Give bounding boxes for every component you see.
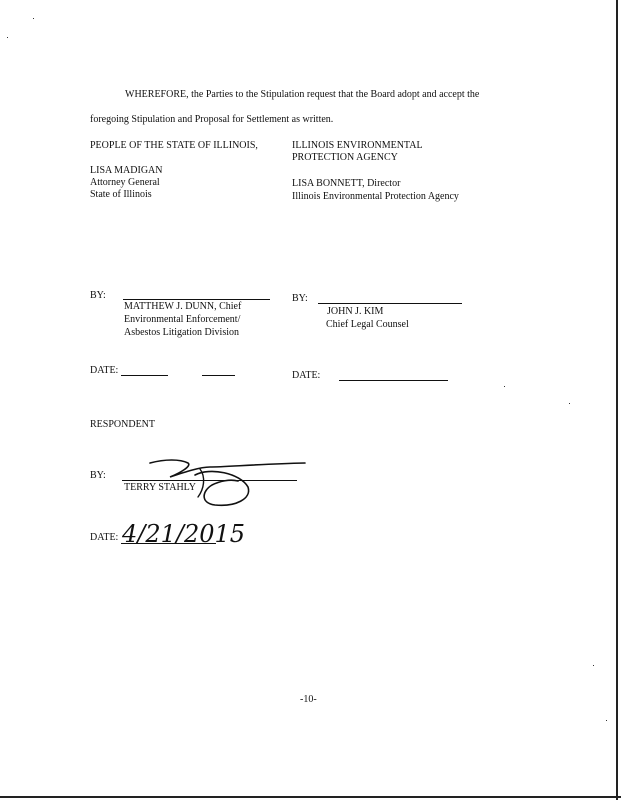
left-party-name: PEOPLE OF THE STATE OF ILLINOIS, xyxy=(90,140,258,151)
right-date-label: DATE: xyxy=(292,370,321,381)
scan-speck xyxy=(7,37,8,38)
left-signer-line-2: Environmental Enforcement/ xyxy=(124,314,241,325)
page-number: -10- xyxy=(300,694,317,705)
left-signature-line xyxy=(123,299,270,300)
left-signer-line-3: Asbestos Litigation Division xyxy=(124,327,239,338)
left-date-line-b xyxy=(202,375,235,376)
right-party-name-line-2: PROTECTION AGENCY xyxy=(292,152,398,163)
left-by-label: BY: xyxy=(90,290,106,301)
scan-speck xyxy=(33,18,34,19)
left-official-name: LISA MADIGAN xyxy=(90,165,163,176)
respondent-date-value: 4/21/2015 xyxy=(122,520,246,548)
left-date-line-a xyxy=(121,375,168,376)
left-date-label: DATE: xyxy=(90,365,119,376)
left-official-title: Attorney General xyxy=(90,177,160,188)
scan-edge-right xyxy=(616,0,618,800)
body-line-2: foregoing Stipulation and Proposal for Settlement as written. xyxy=(90,114,334,125)
right-signature-line xyxy=(318,303,462,304)
right-by-label: BY: xyxy=(292,293,308,304)
respondent-date-label: DATE: xyxy=(90,532,119,543)
respondent-signer: TERRY STAHLY xyxy=(124,482,196,493)
respondent-by-label: BY: xyxy=(90,470,106,481)
body-line-1: WHEREFORE, the Parties to the Stipulation request that the Board adopt and accept the xyxy=(125,89,480,100)
scan-speck xyxy=(606,720,607,721)
respondent-heading: RESPONDENT xyxy=(90,419,156,430)
respondent-signature xyxy=(140,455,310,520)
scan-speck xyxy=(504,386,505,387)
right-official-name: LISA BONNETT, Director xyxy=(292,178,401,189)
right-signer-line-2: Chief Legal Counsel xyxy=(326,319,409,330)
respondent-handwritten-date xyxy=(120,514,246,550)
right-office: Illinois Environmental Protection Agency xyxy=(292,191,459,202)
left-office: State of Illinois xyxy=(90,189,152,200)
right-date-line xyxy=(339,380,448,381)
right-party-name-line-1: ILLINOIS ENVIRONMENTAL xyxy=(292,140,423,151)
right-signer-line-1: JOHN J. KIM xyxy=(327,306,384,317)
left-signer-line-1: MATTHEW J. DUNN, Chief xyxy=(124,301,242,312)
scan-speck xyxy=(569,403,570,404)
scan-edge-bottom xyxy=(0,796,621,798)
scan-speck xyxy=(593,665,594,666)
